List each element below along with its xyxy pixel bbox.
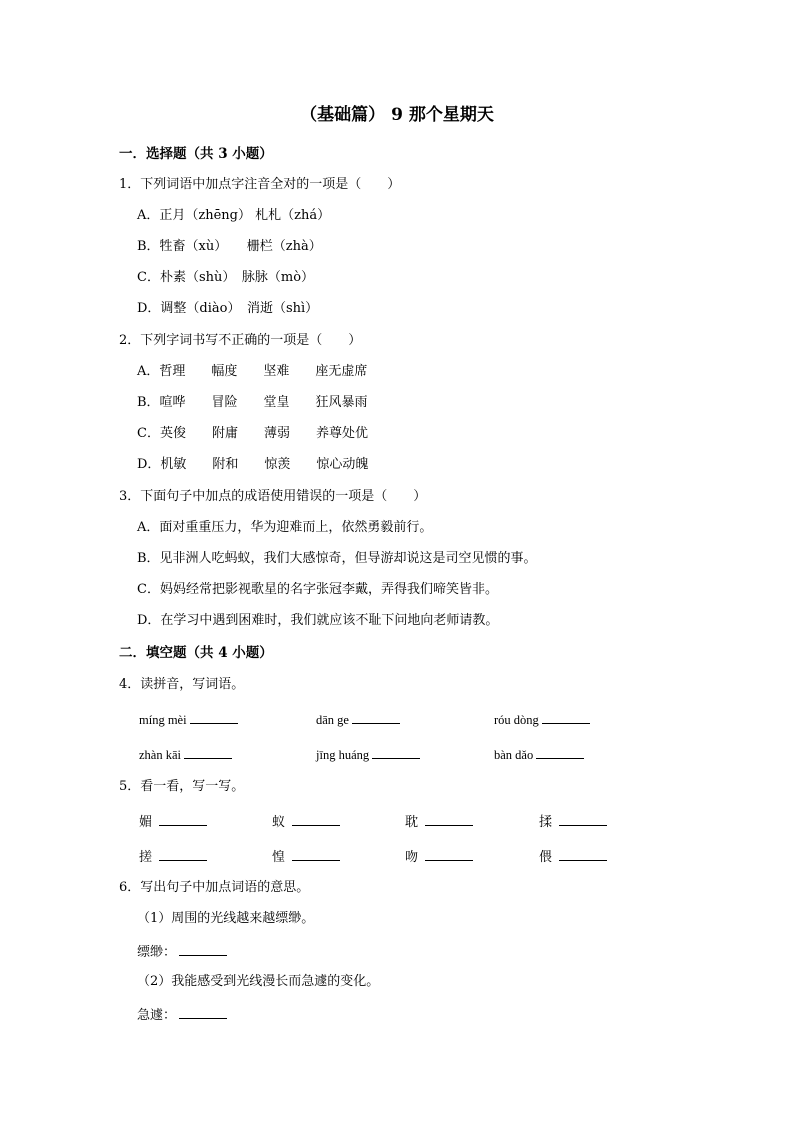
question-4-stem: 4．读拼音，写词语。 [119,677,245,692]
question-2-option-c: C．英俊 附庸 薄弱 养尊处优 [137,426,368,441]
answer-blank[interactable] [536,744,584,759]
section-heading-choice: 一．选择题（共 3 小题） [119,146,273,162]
character-text: 偎 [539,850,553,865]
character-text: 媚 [139,815,153,830]
question-2-option-a: A．哲理 幅度 坚难 座无虚席 [137,364,368,379]
question-1-option-b: B．牲畜（xù） 栅栏（zhà） [137,239,322,254]
answer-blank[interactable] [190,709,238,724]
question-2-stem: 2．下列字词书写不正确的一项是（ ） [119,333,362,348]
question-3-option-b: B．见非洲人吃蚂蚁，我们大感惊奇，但导游却说这是司空见惯的事。 [137,551,537,566]
character-item [272,811,340,832]
question-6-stem: 6．写出句子中加点词语的意思。 [119,880,310,895]
answer-blank[interactable] [372,744,420,759]
answer-blank[interactable] [559,811,607,826]
pinyin-item [139,709,238,729]
pinyin-item [494,709,590,729]
character-item [139,811,207,832]
answer-blank[interactable] [425,846,473,861]
question-2-option-d: D．机敏 附和 惊羡 惊心动魄 [137,457,369,472]
question-2-option-b: B．喧哗 冒险 堂皇 狂风暴雨 [137,395,368,410]
pinyin-item [316,709,400,729]
answer-blank[interactable] [352,709,400,724]
answer-label: 缥缈： [137,945,177,960]
question-6-answer-2 [137,1004,227,1025]
answer-blank[interactable] [292,811,340,826]
character-text: 蚁 [272,815,286,830]
answer-blank[interactable] [179,1004,227,1019]
pinyin-text: míng mèi [139,713,187,727]
pinyin-text: róu dòng [494,713,539,727]
pinyin-item [494,744,584,764]
question-1-option-c: C．朴素（shù） 脉脉（mò） [137,270,315,285]
pinyin-text: bàn dǎo [494,748,534,762]
question-1-stem: 1．下列词语中加点字注音全对的一项是（ ） [119,177,401,192]
pinyin-item [139,744,232,764]
pinyin-item [316,744,420,764]
character-item [539,846,607,867]
question-1-option-a: A．正月（zhēng） 札札（zhá） [137,208,331,223]
answer-label: 急遽： [137,1008,177,1023]
question-3-stem: 3．下面句子中加点的成语使用错误的一项是（ ） [119,489,427,504]
character-text: 揉 [539,815,553,830]
character-item [405,811,473,832]
character-item [405,846,473,867]
character-text: 耽 [405,815,419,830]
character-text: 搓 [139,850,153,865]
answer-blank[interactable] [559,846,607,861]
character-item [139,846,207,867]
character-item [539,811,607,832]
question-1-option-d: D．调整（diào） 消逝（shì） [137,301,319,316]
question-6-answer-1 [137,941,227,962]
answer-blank[interactable] [159,811,207,826]
character-text: 吻 [405,850,419,865]
question-3-option-a: A．面对重重压力，华为迎难而上，依然勇毅前行。 [137,520,433,535]
answer-blank[interactable] [425,811,473,826]
question-6-sentence-2: （2）我能感受到光线漫长而急遽的变化。 [137,974,380,989]
answer-blank[interactable] [542,709,590,724]
section-heading-fill: 二．填空题（共 4 小题） [119,645,273,661]
answer-blank[interactable] [292,846,340,861]
question-3-option-d: D．在学习中遇到困难时，我们就应该不耻下问地向老师请教。 [137,613,499,628]
question-3-option-c: C．妈妈经常把影视歌星的名字张冠李戴，弄得我们啼笑皆非。 [137,582,498,597]
pinyin-text: jīng huáng [316,748,370,762]
character-text: 惶 [272,850,286,865]
page-title: （基础篇） 9 那个星期天 [300,105,494,125]
answer-blank[interactable] [184,744,232,759]
answer-blank[interactable] [159,846,207,861]
pinyin-text: dān ge [316,713,349,727]
character-item [272,846,340,867]
question-6-sentence-1: （1）周围的光线越来越缥缈。 [137,911,315,926]
pinyin-text: zhàn kāi [139,748,181,762]
answer-blank[interactable] [179,941,227,956]
question-5-stem: 5．看一看，写一写。 [119,779,245,794]
